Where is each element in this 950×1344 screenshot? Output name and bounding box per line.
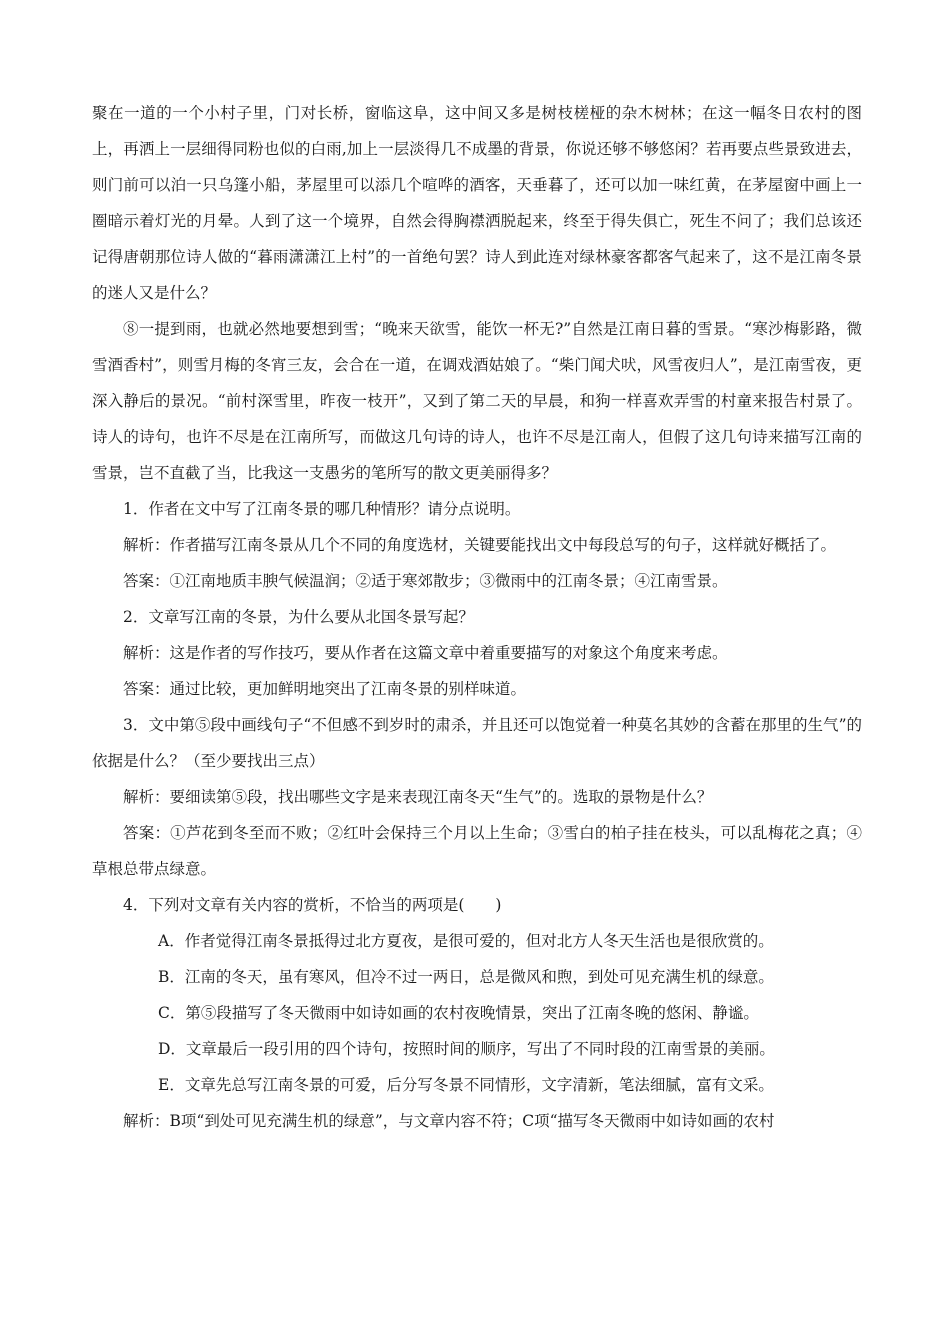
analysis-4: 解析：B项“到处可见充满生机的绿意”，与文章内容不符；C项“描写冬天微雨中如诗如画的农村	[123, 1112, 775, 1130]
option-d: D．文章最后一段引用的四个诗句，按照时间的顺序，写出了不同时段的江南雪景的美丽。	[158, 1040, 775, 1058]
answer-3: 答案：①芦花到冬至而不败；②红叶会保持三个月以上生命；③雪白的柏子挂在枝头，可以乱梅花之真；④草根总带点绿意。	[92, 824, 862, 878]
question-2: 2．文章写江南的冬景，为什么要从北国冬景写起？	[123, 608, 474, 626]
question-1: 1．作者在文中写了江南冬景的哪几种情形？请分点说明。	[123, 500, 521, 518]
analysis-1: 解析：作者描写江南冬景从几个不同的角度选材，关键要能找出文中每段总写的句子，这样就好概括了。	[123, 536, 837, 554]
passage-paragraph-8: ⑧一提到雨，也就必然地要想到雪；“晚来天欲雪，能饮一杯无?”自然是江南日暮的雪景。“寒沙梅影路，微雪酒香村”，则雪月梅的冬宵三友，会合在一道，在调戏酒姑娘了。“柴门闻犬吠，风雪夜归人”，是江南雪夜，更深入静后的景况。“前村深雪里，昨夜一枝开”，又到了第二天的早晨，和狗一样喜欢弄雪的村童来报告村景了。诗人的诗句，也许不尽是在江南所写，而做这几句诗的诗人，也许不尽是江南人，但假了这几句诗来描写江南的雪景，岂不直截了当，比我这一支愚劣的笔所写的散文更美丽得多？	[92, 320, 862, 482]
passage-paragraph-7-continued: 聚在一道的一个小村子里，门对长桥，窗临这阜，这中间又多是树枝槎桠的杂木树林；在这一幅冬日农村的图上，再洒上一层细得同粉也似的白雨,加上一层淡得几不成墨的背景，你说还够不够悠闲？若再要点些景致进去，则门前可以泊一只乌篷小船，茅屋里可以添几个喧哗的酒客，天垂暮了，还可以加一味红黄，在茅屋窗中画上一圈暗示着灯光的月晕。人到了这一个境界，自然会得胸襟洒脱起来，终至于得失俱亡，死生不问了；我们总该还记得唐朝那位诗人做的“暮雨潇潇江上村”的一首绝句罢？诗人到此连对绿林豪客都客气起来了，这不是江南冬景的迷人又是什么？	[92, 104, 862, 302]
option-c: C．第⑤段描写了冬天微雨中如诗如画的农村夜晚情景，突出了江南冬晚的悠闲、静谧。	[158, 1004, 759, 1022]
analysis-2: 解析：这是作者的写作技巧，要从作者在这篇文章中着重要描写的对象这个角度来考虑。	[123, 644, 728, 662]
question-4: 4．下列对文章有关内容的赏析，不恰当的两项是( )	[123, 896, 502, 914]
option-b: B．江南的冬天，虽有寒风，但冷不过一两日，总是微风和煦，到处可见充满生机的绿意。	[158, 968, 774, 986]
document-body	[92, 95, 862, 1139]
answer-1: 答案：①江南地质丰腴气候温润；②适于寒郊散步；③微雨中的江南冬景；④江南雪景。	[123, 572, 728, 590]
option-a: A．作者觉得江南冬景抵得过北方夏夜，是很可爱的，但对北方人冬天生活也是很欣赏的。	[158, 932, 774, 950]
option-e: E．文章先总写江南冬景的可爱，后分写冬景不同情形，文字清新，笔法细腻，富有文采。	[158, 1076, 774, 1094]
answer-2: 答案：通过比较，更加鲜明地突出了江南冬景的别样味道。	[123, 680, 527, 698]
analysis-3: 解析：要细读第⑤段，找出哪些文字是来表现江南冬天“生气”的。选取的景物是什么？	[123, 788, 713, 806]
question-3: 3．文中第⑤段中画线句子“不但感不到岁时的肃杀，并且还可以饱觉着一种莫名其妙的含蓄在那里的生气”的依据是什么？（至少要找出三点）	[92, 716, 862, 770]
